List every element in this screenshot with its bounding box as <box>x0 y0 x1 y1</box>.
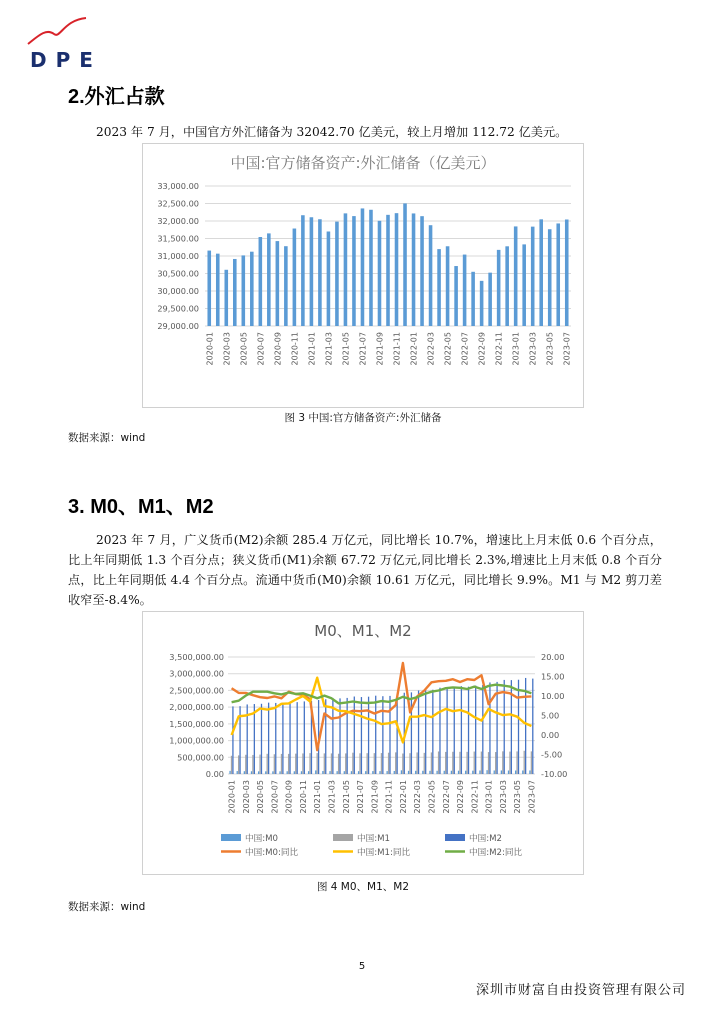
x-tick-label: 2021-03 <box>327 780 337 814</box>
x-tick-label: 2020-01 <box>227 780 237 814</box>
bar-中国:M0-2020-09 <box>287 771 288 774</box>
y-tick-label: 32,000.00 <box>157 216 199 226</box>
bar-2020-02 <box>216 254 220 326</box>
bar-2020-03 <box>224 270 228 326</box>
bar-2023-07 <box>565 219 569 326</box>
legend-label: 中国:M0 <box>245 834 278 844</box>
bar-中国:M2-2020-09 <box>289 702 290 774</box>
bar-中国:M2-2023-03 <box>504 680 505 774</box>
bar-2022-02 <box>420 216 424 326</box>
bar-中国:M1-2020-04 <box>252 755 253 774</box>
y-left-tick-label: 1,000,000.00 <box>169 735 224 746</box>
bar-2021-05 <box>344 213 348 326</box>
bar-中国:M2-2020-10 <box>297 702 298 774</box>
x-tick-label: 2022-01 <box>398 780 408 814</box>
y-tick-label: 31,500.00 <box>157 233 199 244</box>
bar-中国:M0-2023-02 <box>494 770 495 774</box>
bar-中国:M0-2021-05 <box>344 771 345 774</box>
legend-swatch <box>221 834 241 841</box>
bar-中国:M1-2022-11 <box>474 752 475 774</box>
bar-中国:M0-2022-06 <box>436 771 437 774</box>
bar-中国:M0-2020-03 <box>244 771 245 774</box>
y-right-tick-label: 10.00 <box>541 691 565 701</box>
bar-2021-08 <box>369 210 373 326</box>
bar-2021-10 <box>386 215 390 326</box>
money-supply-chart <box>142 611 584 875</box>
x-tick-label: 2022-03 <box>413 780 423 814</box>
bar-中国:M2-2023-01 <box>489 682 490 774</box>
y-left-tick-label: 3,000,000.00 <box>169 668 224 679</box>
bar-中国:M2-2022-08 <box>454 687 455 774</box>
bar-2022-10 <box>488 273 492 326</box>
bar-2022-08 <box>471 272 475 326</box>
x-tick-label: 2022-07 <box>441 780 451 814</box>
bar-中国:M2-2022-06 <box>439 688 440 774</box>
x-tick-label: 2021-09 <box>370 780 380 814</box>
bar-中国:M1-2022-08 <box>452 752 453 774</box>
y-left-tick-label: 2,000,000.00 <box>169 702 224 713</box>
chart-title: M0、M1、M2 <box>314 622 412 640</box>
bar-中国:M0-2020-10 <box>294 771 295 774</box>
bar-中国:M1-2021-09 <box>374 753 375 774</box>
bar-中国:M1-2023-03 <box>502 751 503 774</box>
y-right-tick-label: 5.00 <box>541 710 560 721</box>
bar-中国:M0-2021-04 <box>337 771 338 774</box>
x-tick-label: 2020-05 <box>239 332 249 366</box>
bar-中国:M0-2022-04 <box>422 771 423 774</box>
section-title-money-supply: 3. M0、M1、M2 <box>68 496 214 518</box>
bar-中国:M1-2022-05 <box>431 752 432 774</box>
bar-中国:M1-2022-07 <box>445 752 446 774</box>
bar-中国:M0-2023-03 <box>501 770 502 774</box>
bar-中国:M1-2020-12 <box>309 753 310 774</box>
bar-2020-07 <box>259 237 263 326</box>
bar-2022-07 <box>463 255 467 326</box>
y-tick-label: 29,000.00 <box>157 321 199 331</box>
x-tick-label: 2022-09 <box>477 332 487 366</box>
bar-2022-11 <box>497 250 501 326</box>
bar-中国:M2-2022-10 <box>468 687 469 774</box>
footer-company: 深圳市财富自由投资管理有限公司 <box>475 983 686 998</box>
y-tick-label: 30,000.00 <box>157 286 199 296</box>
bar-中国:M1-2022-12 <box>481 752 482 774</box>
bar-中国:M1-2021-10 <box>381 753 382 774</box>
bar-2022-05 <box>446 246 450 326</box>
bar-中国:M0-2022-08 <box>451 771 452 774</box>
bar-中国:M1-2022-06 <box>438 751 439 774</box>
bar-中国:M0-2020-06 <box>265 771 266 774</box>
figure-caption-4: 图 4 M0、M1、M2 <box>316 881 410 893</box>
x-tick-label: 2020-11 <box>290 332 300 366</box>
x-tick-label: 2020-03 <box>241 780 251 814</box>
bar-2021-04 <box>335 222 339 326</box>
bar-中国:M1-2021-06 <box>352 753 353 774</box>
x-tick-label: 2021-11 <box>392 332 402 366</box>
bar-中国:M1-2021-07 <box>359 753 360 774</box>
money-supply-chart-svg <box>143 612 583 874</box>
x-tick-label: 2021-07 <box>356 780 366 814</box>
bar-2021-06 <box>352 216 356 326</box>
bar-中国:M0-2021-03 <box>329 771 330 774</box>
bar-中国:M1-2020-09 <box>288 754 289 774</box>
bar-中国:M1-2022-03 <box>416 752 417 774</box>
bar-中国:M2-2021-09 <box>375 696 376 774</box>
bar-2023-04 <box>539 219 543 326</box>
bar-中国:M0-2020-11 <box>301 771 302 774</box>
bar-中国:M0-2021-11 <box>386 771 387 774</box>
bar-2020-06 <box>250 252 254 326</box>
x-tick-label: 2020-07 <box>270 780 280 814</box>
x-tick-label: 2020-05 <box>256 780 266 814</box>
x-tick-label: 2021-11 <box>384 780 394 814</box>
bar-中国:M2-2022-04 <box>425 690 426 774</box>
bar-中国:M0-2021-12 <box>394 771 395 774</box>
y-tick-label: 31,000.00 <box>157 251 199 261</box>
x-tick-label: 2020-09 <box>284 780 294 814</box>
bar-中国:M2-2022-02 <box>411 692 412 774</box>
bar-中国:M1-2020-06 <box>267 754 268 774</box>
bar-2021-07 <box>361 208 365 326</box>
x-tick-label: 2021-05 <box>341 332 351 366</box>
bar-中国:M2-2022-07 <box>446 688 447 774</box>
bar-2022-09 <box>480 281 484 326</box>
bar-2020-04 <box>233 259 237 326</box>
x-tick-label: 2022-05 <box>427 780 437 814</box>
dpe-logo <box>24 14 124 72</box>
bar-2020-12 <box>301 215 305 326</box>
bar-中国:M0-2021-08 <box>365 771 366 774</box>
bar-中国:M2-2020-06 <box>268 703 269 774</box>
bar-中国:M1-2021-04 <box>338 754 339 774</box>
data-source-money-supply: 数据来源：wind <box>68 901 146 913</box>
bar-中国:M2-2023-02 <box>496 682 497 774</box>
bar-中国:M0-2023-01 <box>486 770 487 774</box>
bar-中国:M1-2021-02 <box>324 753 325 774</box>
x-tick-label: 2023-01 <box>511 332 521 366</box>
bar-中国:M1-2022-01 <box>402 754 403 774</box>
legend-label: 中国:M1:同比 <box>357 848 411 858</box>
bar-中国:M1-2023-05 <box>516 751 517 774</box>
bar-2021-09 <box>378 221 382 326</box>
x-tick-label: 2023-03 <box>498 780 508 814</box>
bar-中国:M2-2023-05 <box>518 680 519 774</box>
bar-中国:M1-2023-06 <box>524 751 525 774</box>
bar-中国:M1-2021-12 <box>395 752 396 774</box>
x-tick-label: 2022-11 <box>494 332 504 366</box>
page-number: 5 <box>358 961 366 972</box>
bar-中国:M1-2020-01 <box>231 756 232 774</box>
bar-中国:M1-2022-09 <box>459 752 460 774</box>
x-tick-label: 2020-11 <box>298 780 308 814</box>
legend-swatch <box>445 834 465 841</box>
bar-中国:M2-2022-12 <box>482 685 483 774</box>
figure-caption-3: 图 3 中国:官方储备资产:外汇储备 <box>284 412 442 424</box>
bar-中国:M2-2020-05 <box>261 704 262 774</box>
bar-2022-03 <box>429 225 433 326</box>
bar-中国:M0-2023-04 <box>508 771 509 775</box>
bar-中国:M0-2020-05 <box>258 771 259 774</box>
bar-中国:M2-2021-10 <box>382 696 383 774</box>
bar-2023-01 <box>514 226 518 326</box>
bar-2020-08 <box>267 233 271 326</box>
x-tick-label: 2022-01 <box>409 332 419 366</box>
bar-中国:M1-2021-08 <box>367 753 368 774</box>
bar-2021-03 <box>327 232 331 327</box>
bar-中国:M1-2020-08 <box>281 754 282 774</box>
y-right-tick-label: 20.00 <box>541 652 565 662</box>
bar-中国:M0-2022-09 <box>458 771 459 774</box>
bar-2022-06 <box>454 266 458 326</box>
bar-2023-03 <box>531 227 535 326</box>
bar-2022-01 <box>412 213 416 326</box>
bar-中国:M0-2020-01 <box>229 771 230 774</box>
bar-中国:M1-2023-01 <box>488 752 489 774</box>
bar-2020-05 <box>242 255 246 326</box>
y-left-tick-label: 2,500,000.00 <box>169 685 224 696</box>
x-tick-label: 2023-07 <box>562 332 572 366</box>
bar-中国:M1-2020-07 <box>274 754 275 774</box>
bar-2023-06 <box>556 223 560 326</box>
x-tick-label: 2021-01 <box>313 780 323 814</box>
x-tick-label: 2020-07 <box>256 332 266 366</box>
y-left-tick-label: 1,500,000.00 <box>169 718 224 729</box>
x-tick-label: 2021-01 <box>307 332 317 366</box>
bar-中国:M1-2020-10 <box>295 754 296 774</box>
legend-label: 中国:M2 <box>469 834 502 844</box>
bar-中国:M0-2021-01 <box>315 770 316 774</box>
x-tick-label: 2022-03 <box>426 332 436 366</box>
legend-label: 中国:M0:同比 <box>245 848 299 858</box>
bar-中国:M2-2021-12 <box>396 694 397 774</box>
x-tick-label: 2023-05 <box>545 332 555 366</box>
bar-中国:M0-2020-02 <box>237 771 238 774</box>
bar-中国:M1-2021-11 <box>388 753 389 774</box>
bar-2020-09 <box>276 241 280 326</box>
bar-中国:M2-2020-11 <box>304 701 305 774</box>
bar-中国:M0-2022-11 <box>472 771 473 774</box>
bar-中国:M2-2022-11 <box>475 686 476 774</box>
bar-2020-10 <box>284 246 288 326</box>
legend-label: 中国:M1 <box>357 834 390 844</box>
bar-中国:M1-2022-10 <box>466 752 467 774</box>
bar-中国:M2-2020-07 <box>275 703 276 774</box>
x-tick-label: 2020-03 <box>222 332 232 366</box>
bar-2023-02 <box>522 244 526 326</box>
section-title-fx: 2.外汇占款 <box>68 86 165 108</box>
bar-中国:M1-2020-11 <box>302 753 303 774</box>
bar-中国:M0-2020-08 <box>279 771 280 774</box>
bar-中国:M2-2020-01 <box>232 706 233 774</box>
y-left-tick-label: 0.00 <box>205 769 224 779</box>
bar-中国:M1-2022-02 <box>409 753 410 774</box>
x-tick-label: 2021-09 <box>375 332 385 366</box>
section-paragraph-money-supply: 2023 年 7 月，广义货币(M2)余额 285.4 万亿元，同比增长 10.7%，增速比上月末低 0.6 个百分点，比上年同期低 1.3 个百分点；狭义货币(M1)余额 67.72 万亿元,同比增长 2.3%,增速比上月末低 0.8 个百分点，比上年同期低 4.4 个百分点。流通中货币(M0)余额 10.61 万亿元，同比增长 9.9%。M1 与 M2 剪刀差收窄至-8.4%。 <box>68 533 662 607</box>
x-tick-label: 2021-05 <box>341 780 351 814</box>
x-tick-label: 2023-07 <box>527 780 537 814</box>
y-tick-label: 33,000.00 <box>157 181 199 191</box>
fx-reserve-chart-svg <box>143 144 583 407</box>
bar-2020-01 <box>207 251 211 326</box>
bar-中国:M0-2021-06 <box>351 771 352 774</box>
y-left-tick-label: 500,000.00 <box>177 752 224 763</box>
bar-中国:M0-2021-07 <box>358 771 359 774</box>
y-tick-label: 30,500.00 <box>157 268 199 279</box>
bar-中国:M0-2022-12 <box>479 771 480 775</box>
x-tick-label: 2020-01 <box>205 332 215 366</box>
bar-2021-01 <box>310 217 314 326</box>
bar-中国:M2-2021-06 <box>354 697 355 774</box>
bar-中国:M2-2020-04 <box>254 704 255 774</box>
y-tick-label: 32,500.00 <box>157 198 199 209</box>
legend-label: 中国:M2:同比 <box>469 848 523 858</box>
x-tick-label: 2020-09 <box>273 332 283 366</box>
y-right-tick-label: 0.00 <box>541 730 560 740</box>
bar-2020-11 <box>293 229 297 326</box>
chart-title: 中国:官方储备资产:外汇储备（亿美元） <box>230 154 496 172</box>
bar-中国:M0-2021-09 <box>372 771 373 774</box>
logo-text: DPE <box>30 48 102 72</box>
bar-中国:M0-2020-12 <box>308 771 309 774</box>
bar-2021-12 <box>403 203 407 326</box>
bar-中国:M0-2022-10 <box>465 771 466 774</box>
bar-中国:M1-2020-05 <box>259 755 260 774</box>
bar-中国:M2-2021-11 <box>389 696 390 774</box>
bar-中国:M1-2021-01 <box>317 753 318 774</box>
bar-中国:M0-2022-02 <box>408 771 409 774</box>
bar-中国:M2-2021-07 <box>361 697 362 774</box>
bar-2022-04 <box>437 249 441 326</box>
y-tick-label: 29,500.00 <box>157 303 199 314</box>
legend-swatch <box>333 834 353 841</box>
x-tick-label: 2022-09 <box>456 780 466 814</box>
x-tick-label: 2021-03 <box>324 332 334 366</box>
x-tick-label: 2023-03 <box>528 332 538 366</box>
x-tick-label: 2022-07 <box>460 332 470 366</box>
bar-中国:M2-2020-08 <box>282 703 283 774</box>
data-source-fx: 数据来源：wind <box>68 432 146 444</box>
bar-中国:M0-2022-01 <box>401 770 402 774</box>
bar-中国:M0-2021-02 <box>322 771 323 774</box>
bar-中国:M2-2022-05 <box>432 690 433 774</box>
bar-中国:M0-2023-07 <box>529 770 530 774</box>
bar-2023-05 <box>548 229 552 326</box>
bar-中国:M0-2023-06 <box>522 771 523 775</box>
bar-中国:M2-2022-09 <box>461 686 462 774</box>
bar-中国:M1-2023-02 <box>495 752 496 774</box>
bar-中国:M0-2020-04 <box>251 771 252 774</box>
fx-reserve-chart <box>142 143 584 408</box>
bar-中国:M2-2021-05 <box>347 698 348 774</box>
bar-中国:M2-2022-03 <box>418 691 419 774</box>
bar-2022-12 <box>505 246 509 326</box>
bar-中国:M0-2020-07 <box>272 771 273 774</box>
bar-中国:M1-2023-04 <box>509 752 510 774</box>
bar-2021-02 <box>318 219 322 326</box>
bar-中国:M1-2020-03 <box>245 755 246 774</box>
section-paragraph-fx: 2023 年 7 月，中国官方外汇储备为 32042.70 亿美元，较上月增加 112.72 亿美元。 <box>96 125 568 139</box>
bar-2021-11 <box>395 213 399 326</box>
bar-中国:M1-2023-07 <box>531 751 532 774</box>
x-tick-label: 2021-07 <box>358 332 368 366</box>
bar-中国:M2-2021-08 <box>368 697 369 774</box>
bar-中国:M0-2022-07 <box>444 771 445 774</box>
bar-中国:M0-2022-05 <box>429 771 430 774</box>
bar-中国:M0-2022-03 <box>415 771 416 774</box>
bar-中国:M2-2023-07 <box>532 679 533 774</box>
bar-中国:M1-2021-05 <box>345 753 346 774</box>
y-right-tick-label: 15.00 <box>541 671 565 682</box>
y-left-tick-label: 3,500,000.00 <box>169 652 224 662</box>
y-right-tick-label: -5.00 <box>541 749 563 760</box>
bar-中国:M1-2021-03 <box>331 753 332 774</box>
x-tick-label: 2023-01 <box>484 780 494 814</box>
x-tick-label: 2022-11 <box>470 780 480 814</box>
bar-中国:M1-2022-04 <box>424 753 425 774</box>
bar-中国:M2-2021-02 <box>325 699 326 774</box>
y-right-tick-label: -10.00 <box>541 769 568 779</box>
bar-中国:M0-2021-10 <box>379 771 380 774</box>
x-tick-label: 2022-05 <box>443 332 453 366</box>
bar-中国:M1-2020-02 <box>238 755 239 774</box>
x-tick-label: 2023-05 <box>513 780 523 814</box>
bar-中国:M0-2023-05 <box>515 771 516 774</box>
